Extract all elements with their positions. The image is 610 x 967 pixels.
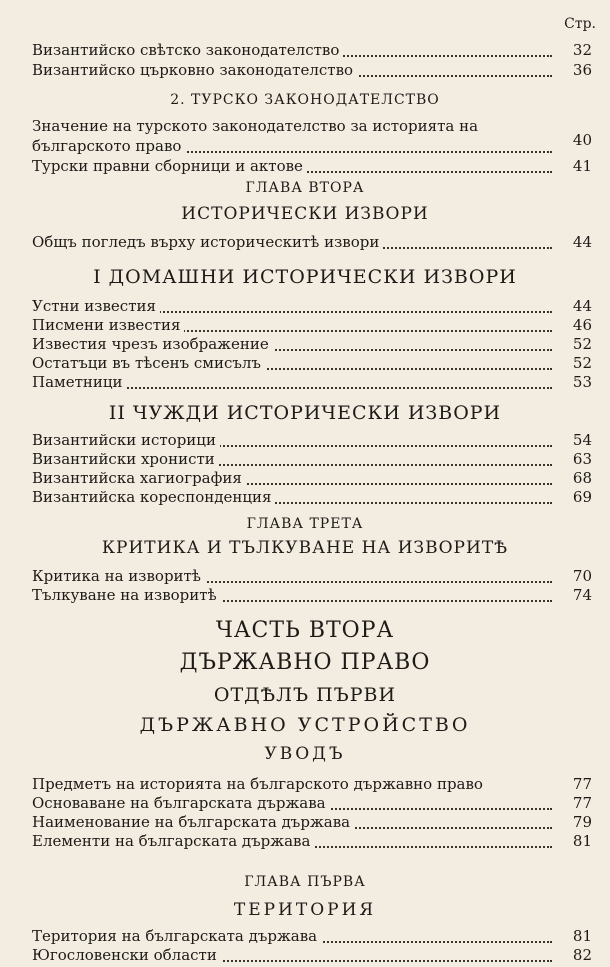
toc-entry <box>32 793 592 813</box>
toc-entry <box>32 774 592 794</box>
entry-label: Предметъ на историята на българското държавно право <box>32 774 487 794</box>
chapter-title: ИСТОРИЧЕСКИ ИЗВОРИ <box>181 204 429 224</box>
part-title: ЧАСТЬ ВТОРА <box>215 618 395 643</box>
entry-page: 74 <box>572 586 592 604</box>
entry-page: 63 <box>572 450 592 468</box>
chapter-label: ГЛАВА ВТОРА <box>245 180 365 196</box>
entry-label: Остатъци въ тѣсенъ смисълъ <box>32 353 265 373</box>
section-heading: I ДОМАШНИ ИСТОРИЧЕСКИ ИЗВОРИ <box>93 266 517 288</box>
entry-label: Известия чрезъ изображение <box>32 334 273 354</box>
entry-label: Тълкуване на изворитѣ <box>32 585 221 605</box>
entry-label: Византийски хронисти <box>32 449 219 469</box>
toc-entry <box>32 449 592 469</box>
entry-page: 52 <box>572 335 592 353</box>
entry-page: 68 <box>572 469 592 487</box>
chapter-title: ТЕРИТОРИЯ <box>233 900 377 920</box>
entry-label: Паметници <box>32 372 127 392</box>
toc-entry <box>32 812 592 832</box>
entry-page: 44 <box>572 233 592 251</box>
entry-label: Критика на изворитѣ <box>32 566 205 586</box>
toc-entry-multiline <box>32 116 592 156</box>
toc-entry <box>32 566 592 586</box>
toc-entry <box>32 945 592 965</box>
chapter-title: КРИТИКА И ТЪЛКУВАНЕ НА ИЗВОРИТѢ <box>101 538 509 558</box>
entry-page: 81 <box>572 927 592 945</box>
entry-label: Турски правни сборници и актове <box>32 156 307 176</box>
toc-entry <box>32 156 592 176</box>
entry-label-line2: българското право <box>32 136 185 156</box>
entry-label: Елементи на българската държава <box>32 831 314 851</box>
entry-page: 46 <box>572 316 592 334</box>
entry-label: Византийски историци <box>32 430 220 450</box>
entry-page: 52 <box>572 354 592 372</box>
entry-label: Основаване на българската държава <box>32 793 330 813</box>
section-heading: II ЧУЖДИ ИСТОРИЧЕСКИ ИЗВОРИ <box>108 402 502 424</box>
chapter-label: ГЛАВА ПЪРВА <box>244 874 366 890</box>
entry-page: 32 <box>572 41 592 59</box>
introduction-title: УВОДЪ <box>264 744 346 764</box>
toc-entry <box>32 372 592 392</box>
entry-label: Наименование на българската държава <box>32 812 354 832</box>
division-subtitle: ДЪРЖАВНО УСТРОЙСТВО <box>139 714 471 736</box>
part-subtitle: ДЪРЖАВНО ПРАВО <box>179 650 431 675</box>
toc-entry <box>32 334 592 354</box>
toc-entry <box>32 296 592 316</box>
entry-label-line1: Значение на турското законодателство за историята на <box>32 117 479 135</box>
toc-entry <box>32 353 592 373</box>
entry-page: 44 <box>572 297 592 315</box>
section-heading: 2. ТУРСКО ЗАКОНОДАТЕЛСТВО <box>170 92 440 108</box>
page-column-header: Стр. <box>564 16 596 32</box>
entry-page: 41 <box>572 157 592 175</box>
entry-label: Общъ погледъ върху историческитѣ извори <box>32 232 383 252</box>
toc-entry <box>32 487 592 507</box>
entry-label: Византийска кореспонденция <box>32 487 275 507</box>
toc-entry <box>32 831 592 851</box>
entry-label: Територия на българската държава <box>32 926 321 946</box>
entry-page: 82 <box>572 946 592 964</box>
entry-label: Византийско свѣтско законодателство <box>32 40 343 60</box>
toc-entry <box>32 40 592 60</box>
entry-label: Писмени известия <box>32 315 184 335</box>
entry-page: 40 <box>572 131 592 149</box>
entry-page: 77 <box>572 794 592 812</box>
toc-entry <box>32 926 592 946</box>
toc-entry <box>32 468 592 488</box>
toc-entry <box>32 232 592 252</box>
entry-page: 81 <box>572 832 592 850</box>
entry-page: 53 <box>572 373 592 391</box>
toc-entry <box>32 430 592 450</box>
entry-page: 36 <box>572 61 592 79</box>
entry-page: 77 <box>572 775 592 793</box>
toc-entry <box>32 315 592 335</box>
entry-page: 70 <box>572 567 592 585</box>
entry-page: 79 <box>572 813 592 831</box>
entry-line2 <box>32 131 592 156</box>
entry-label: Византийско църковно законодателство <box>32 60 357 80</box>
entry-label: Византийска хагиография <box>32 468 246 488</box>
entry-label: Устни известия <box>32 296 160 316</box>
entry-page: 54 <box>572 431 592 449</box>
entry-page: 69 <box>572 488 592 506</box>
toc-entry <box>32 585 592 605</box>
chapter-label: ГЛАВА ТРЕТА <box>246 516 364 532</box>
division-title: ОТДѢЛЪ ПЪРВИ <box>213 684 397 706</box>
entry-label: Югословенски области <box>32 945 221 965</box>
toc-entry <box>32 60 592 80</box>
